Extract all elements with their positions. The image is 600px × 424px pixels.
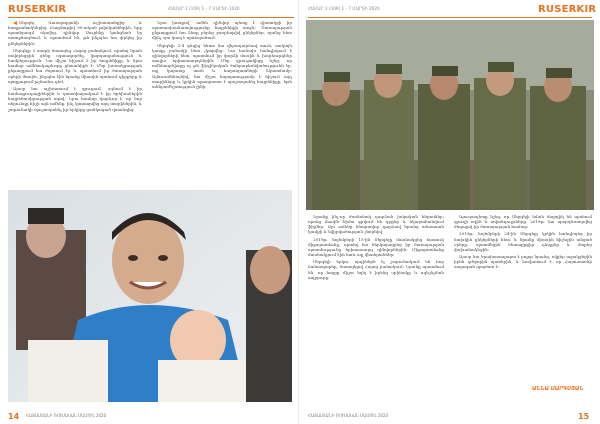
- brand-logo-left: RUSERKIR: [8, 4, 67, 15]
- page-number-right: 15: [578, 412, 590, 421]
- paragraph: 2019թ. նոյեմբերի 15-ին Սերգեյը մասնակցեց հատուկ միջոցառմանը, որտեղ նա ներկայացրեց իր ծառայության պատմությունը երիտասարդ զինվորներին: Միջոցառմանը մասնակցում էին նաև այլ վետերաններ:: [308, 236, 444, 258]
- paragraph: Գյուղապետը նշեց, որ Սերգեյի նման մարդիկ են պահում գյուղի ոգին և ավանդույթները: 2018թ. նա պարգևատրվեց մեդալով իր ծառայության համար:: [454, 214, 592, 230]
- paragraph: Այսօր նա երախտապարտ է բոլոր նրանց, ովքեր աջակցեցին իրեն դժվարին պահերին, և հավատում է, որ Հայաստանի ապագան պայծառ է:: [454, 254, 592, 270]
- author-signature: ԱՆՆԱ ՍԱՐԳՍՅԱՆ: [532, 386, 584, 392]
- right-page: [300, 0, 600, 424]
- header-rule-left: [8, 17, 294, 18]
- brand-logo-right: RUSERKIR: [538, 4, 597, 15]
- left-column-2: [152, 20, 292, 170]
- paragraph: Սերգեյի երկու որդիներն էլ շարունակում են հոր ճանապարհը, ծառայելով Հայոց բանակում: Նրանք պատմում են, որ հայրը միշտ եղել է իրենց օրինակը և ոգեշնչման աղբյուրը:: [308, 259, 444, 280]
- right-column-1: [308, 214, 444, 400]
- paragraph: Նրա խոսքով՝ ամեն զինվոր պետք է գիտակցի իր պատասխանատվությունը հայրենիքի առջև: Ծառայության ընթացքում նա ձեռք բերեց բազմաթիվ ընկերներ, որոնց հետ մինչ օրս կապ է պահպանում:: [152, 20, 292, 41]
- issue-info-left: ՀԱՄԱՐ 2 (109) 1 - 7 ՄԱՐՏԻ 2020: [168, 6, 240, 11]
- header-rule-right: [308, 17, 592, 18]
- paragraph: Սերգեյի 3-4 գնդից հետո նա վերադարձավ տուն, սակայն կապը բանակի հետ չկտրվեց: Նա հաճախ հանդիպում է զինվորների հետ, պատմում իր փորձի մասին և խորհուրդներ տալիս երիտասարդներին: Մեր զրուցակիցը նշեց, որ ամենադժվարը ոչ թե ֆիզիկական ծանրաբեռնվածությունն էր, այլ կարոտը տան և հարազատների նկատմամբ: Այնուամենայնիվ, նա միշտ հպարտությամբ է հիշում այդ տարիները և կրկին պատրաստ է պաշտպանել հայրենիքը, եթե անհրաժեշտություն լինի:: [152, 42, 292, 89]
- paragraph: Նրանք ինչ-որ ժամանակ դարձան իսկական հերոսներ, որոնց մասին հիմա գրվում են գրքեր և նկարահանվում ֆիլմեր: Այս ամենը հնարավոր դարձավ նրանց անսասան կամքի և նվիրվածության շնորհիվ:: [308, 214, 444, 235]
- paragraph: 2019թ. նոյեմբերի 24-ին Սերգեյը կրկին հանդիպեց իր նախկին ընկերների հետ, և նրանք միասին հիշեցին անցած օրերը, պատմեցին հետաքրքիր դեպքեր և մտքեր փոխանակեցին:: [454, 231, 592, 252]
- photo-soldiers-group: [306, 20, 594, 210]
- issue-info-right: ՀԱՄԱՐ 2 (109) 1 - 7 ՄԱՐՏԻ 2020: [308, 6, 380, 11]
- right-column-2: [454, 214, 592, 384]
- paragraph: Սերգեյ Գասպարյանի աշխատանքից և հաղթանակներից: Բազմաթիվ 90-ական թվականներին, երբ պատերազմ սկսվեց, զինվոր Սուրենը կանգնած էր առաջնագծում, և պատմում են, թե ինչպես նա փրկեց իր ընկերներին:: [8, 20, 142, 46]
- footer-left: ՀԱՅԱՍՏԱՆԻ ՌՈՒՍԱԿԱՆ ՄԱՄՈՒԼ 2020: [26, 413, 107, 418]
- left-column-1: [8, 20, 142, 210]
- page-number-left: 14: [8, 412, 20, 421]
- paragraph: Սերգեյը 3 տարի ծառայեց Հայոց բանակում, որտեղ նրան սովորեցրին զենք օգտագործել, կարգապահություն և համբերություն: Նա միշտ հիշում է իր հայրենիքը, և նրա համար ամենակարևորը ընտանիքն է: Մեր խոսակցության ընթացքում նա ժպտում էր և պատմում իր ծառայության օրերի մասին, ինչպես էին նրանք միասին պահում դիրքերը և պայքարում թշնամու դեմ:: [8, 47, 142, 84]
- footer-right: ՀԱՅԱՍՏԱՆԻ ՌՈՒՍԱԿԱՆ ՄԱՄՈՒԼ 2020: [308, 413, 389, 418]
- paragraph: Այսօր նա աշխատում է գյուղում, օգնում է իր համագյուղացիներին և դաստիարակում է իր երեխաներին հայրենասիրության ոգով: Նրա համար կարևոր է, որ նոր սերունդը հիշի այն ամենը, ինչ կատարվեց այդ տարիներին, և շարունակի պաշտպանել իր երկիրը ցանկացած վտանգից:: [8, 85, 142, 112]
- photo-man-with-child: [8, 190, 292, 402]
